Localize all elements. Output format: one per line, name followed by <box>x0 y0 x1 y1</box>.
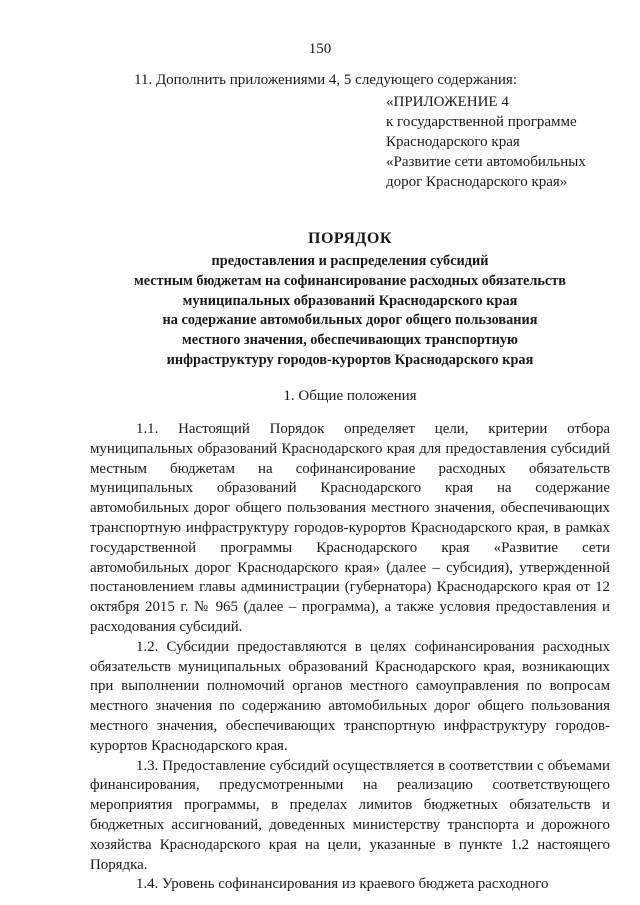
page-number: 150 <box>308 41 332 57</box>
appendix-line: дорог Краснодарского края» <box>386 174 568 190</box>
paragraph-1-3: 1.3. Предоставление субсидий осуществляется в соответствии с объемами финансирования, предусмотренными на реализацию соответствующего мероприятия программы, в пределах лимитов бюджетных обязательств и бюджетных ассигнований, доведенных министерству транспорта и дорожного хозяйства Краснодарского края на цели, указанные в пункте 1.2 настоящего Порядка. <box>90 757 610 873</box>
appendix-line: Краснодарского края <box>386 134 520 150</box>
paragraph-1-2: 1.2. Субсидии предоставляются в целях софинансирования расходных обязательств муниципальных образований Краснодарского края, возникающих при выполнении полномочий органов местного самоуправления по вопросам местного значения по содержанию автомобильных дорог общего пользования местного значения, обеспечивающих транспортную инфраструктуру городов-курортов Краснодарского края. <box>90 638 610 754</box>
paragraph-1-4: 1.4. Уровень софинансирования из краевого бюджета расходного <box>136 876 549 893</box>
section-heading: 1. Общие положения <box>283 388 417 404</box>
title-line: на содержание автомобильных дорог общего пользования <box>162 312 538 329</box>
paragraph-1-1: 1.1. Настоящий Порядок определяет цели, критерии отбора муниципальных образований Краснодарского края для предоставления субсидий местным бюджетам на софинансирование расходных обязательств муниципальных образований Краснодарского края на содержание автомобильных дорог общего пользования местного значения, обеспечивающих транспортную инфраструктуру городов-курортов Краснодарского края, в рамках государственной программы Краснодарского края «Развитие сети автомобильных дорог Краснодарского края» (далее – субсидия), утвержденной постановлением главы администрации (губернатора) Краснодарского края от 12 октября 2015 г. № 965 (далее – программа), а также условия предоставления и расходования субсидий. <box>90 421 610 635</box>
appendix-line: «Развитие сети автомобильных <box>386 154 586 170</box>
appendix-line: «ПРИЛОЖЕНИЕ 4 <box>386 94 509 110</box>
title-line: местным бюджетам на софинансирование расходных обязательств <box>134 272 566 289</box>
document-title <box>90 230 610 371</box>
title-main: ПОРЯДОК <box>308 230 392 247</box>
appendix-header <box>386 92 586 192</box>
body-text <box>90 420 610 895</box>
title-line: предоставления и распределения субсидий <box>211 253 489 269</box>
appendix-line: к государственной программе <box>386 114 577 130</box>
title-line: инфраструктуру городов-курортов Краснодарского края <box>166 351 534 368</box>
title-line: местного значения, обеспечивающих транспортную <box>182 332 518 349</box>
supplement-intro: 11. Дополнить приложениями 4, 5 следующего содержания: <box>134 72 517 88</box>
title-line: муниципальных образований Краснодарского края <box>182 292 518 309</box>
